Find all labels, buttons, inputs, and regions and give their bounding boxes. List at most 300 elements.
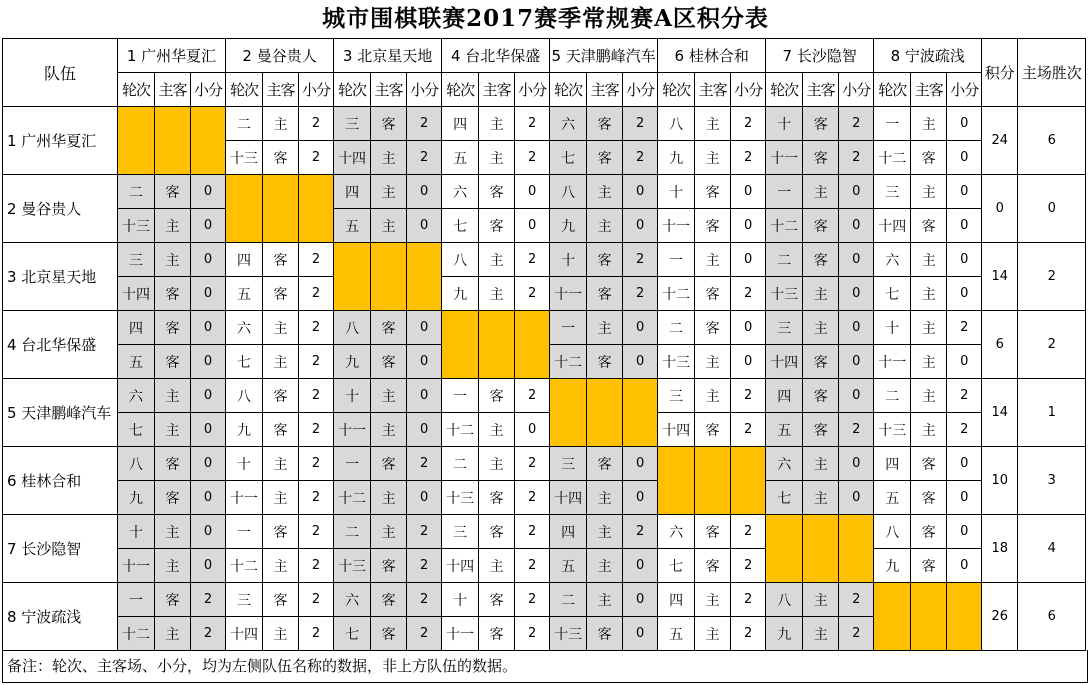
column-team-header: 2 曼谷贵人 — [226, 39, 334, 73]
points-column-header: 积分 — [982, 39, 1018, 107]
score-cell: 0 — [191, 243, 226, 277]
home-wins-value: 6 — [1018, 583, 1086, 651]
round-cell: 一 — [226, 515, 263, 549]
home-away-cell: 客 — [911, 209, 947, 243]
round-cell: 二 — [118, 175, 155, 209]
sub-column-header: 小分 — [407, 73, 442, 107]
home-away-cell: 客 — [263, 277, 299, 311]
round-cell: 三 — [334, 107, 371, 141]
sub-column-header: 轮次 — [226, 73, 263, 107]
home-away-cell: 主 — [263, 311, 299, 345]
home-away-cell: 主 — [263, 447, 299, 481]
sub-column-header: 小分 — [839, 73, 874, 107]
score-cell: 0 — [191, 209, 226, 243]
team-column-header: 队伍 — [3, 39, 118, 107]
home-away-cell: 客 — [587, 277, 623, 311]
home-away-cell: 主 — [911, 311, 947, 345]
sub-column-header: 小分 — [623, 73, 658, 107]
round-cell: 十三 — [334, 549, 371, 583]
score-cell: 0 — [947, 481, 982, 515]
home-away-cell: 客 — [263, 141, 299, 175]
score-cell: 0 — [407, 379, 442, 413]
self-match-cell — [226, 175, 263, 243]
row-team-name: 8 宁波疏浅 — [3, 583, 118, 651]
round-cell: 十 — [874, 311, 911, 345]
home-away-cell: 主 — [155, 413, 191, 447]
self-match-cell — [803, 515, 839, 583]
score-cell: 2 — [515, 481, 550, 515]
score-cell: 0 — [515, 175, 550, 209]
round-cell: 二 — [766, 243, 803, 277]
round-cell: 十一 — [118, 549, 155, 583]
home-away-cell: 客 — [155, 447, 191, 481]
home-away-cell: 主 — [695, 583, 731, 617]
round-cell: 十三 — [442, 481, 479, 515]
round-cell: 十四 — [874, 209, 911, 243]
sub-column-header: 主客 — [803, 73, 839, 107]
home-away-cell: 客 — [155, 277, 191, 311]
home-away-cell: 客 — [695, 209, 731, 243]
round-cell: 十 — [334, 379, 371, 413]
score-cell: 2 — [839, 413, 874, 447]
round-cell: 一 — [334, 447, 371, 481]
round-cell: 九 — [766, 617, 803, 651]
round-cell: 四 — [226, 243, 263, 277]
sub-column-header: 小分 — [731, 73, 766, 107]
score-cell: 0 — [731, 243, 766, 277]
score-cell: 0 — [947, 175, 982, 209]
round-cell: 十 — [766, 107, 803, 141]
home-wins-value: 6 — [1018, 107, 1086, 175]
score-cell: 0 — [191, 413, 226, 447]
table-row — [3, 413, 1086, 447]
score-cell: 2 — [515, 107, 550, 141]
round-cell: 十三 — [658, 345, 695, 379]
score-cell: 0 — [191, 175, 226, 209]
column-team-header: 6 桂林合和 — [658, 39, 766, 73]
self-match-cell — [695, 447, 731, 515]
round-cell: 十 — [658, 175, 695, 209]
round-cell: 十四 — [334, 141, 371, 175]
round-cell: 二 — [442, 447, 479, 481]
home-away-cell: 主 — [479, 243, 515, 277]
score-cell: 2 — [299, 583, 334, 617]
round-cell: 二 — [334, 515, 371, 549]
home-away-cell: 客 — [479, 583, 515, 617]
round-cell: 二 — [550, 583, 587, 617]
score-cell: 0 — [407, 311, 442, 345]
score-cell: 0 — [191, 447, 226, 481]
score-cell: 0 — [623, 175, 658, 209]
sub-column-header: 轮次 — [874, 73, 911, 107]
home-away-cell: 客 — [371, 549, 407, 583]
home-away-cell: 客 — [371, 107, 407, 141]
home-away-cell: 客 — [371, 447, 407, 481]
round-cell: 六 — [550, 107, 587, 141]
score-cell: 2 — [515, 447, 550, 481]
home-away-cell: 客 — [695, 175, 731, 209]
table-row — [3, 243, 1086, 277]
score-cell: 0 — [839, 277, 874, 311]
round-cell: 四 — [658, 583, 695, 617]
table-row — [3, 107, 1086, 141]
home-wins-value: 3 — [1018, 447, 1086, 515]
round-cell: 八 — [334, 311, 371, 345]
round-cell: 一 — [874, 107, 911, 141]
round-cell: 十一 — [334, 413, 371, 447]
round-cell: 八 — [874, 515, 911, 549]
home-away-cell: 主 — [263, 549, 299, 583]
sub-column-header: 轮次 — [118, 73, 155, 107]
home-away-cell: 主 — [155, 243, 191, 277]
sub-column-header: 主客 — [587, 73, 623, 107]
home-away-cell: 主 — [155, 549, 191, 583]
score-cell: 0 — [623, 209, 658, 243]
round-cell: 五 — [442, 141, 479, 175]
sub-column-header: 小分 — [299, 73, 334, 107]
sub-column-header: 小分 — [947, 73, 982, 107]
score-cell: 2 — [299, 413, 334, 447]
table-row — [3, 549, 1086, 583]
score-cell: 2 — [299, 107, 334, 141]
home-away-cell: 客 — [263, 515, 299, 549]
round-cell: 一 — [766, 175, 803, 209]
score-cell: 2 — [623, 515, 658, 549]
round-cell: 五 — [550, 549, 587, 583]
score-cell: 2 — [623, 243, 658, 277]
score-cell: 2 — [407, 447, 442, 481]
score-cell: 0 — [191, 277, 226, 311]
home-away-cell: 客 — [371, 311, 407, 345]
home-away-cell: 客 — [587, 243, 623, 277]
self-match-cell — [839, 515, 874, 583]
points-value: 14 — [982, 243, 1018, 311]
home-away-cell: 客 — [587, 447, 623, 481]
score-cell: 2 — [731, 583, 766, 617]
round-cell: 五 — [118, 345, 155, 379]
round-cell: 三 — [550, 447, 587, 481]
round-cell: 九 — [226, 413, 263, 447]
round-cell: 八 — [442, 243, 479, 277]
self-match-cell — [658, 447, 695, 515]
home-away-cell: 主 — [587, 583, 623, 617]
sub-column-header: 轮次 — [766, 73, 803, 107]
score-cell: 2 — [731, 515, 766, 549]
round-cell: 八 — [550, 175, 587, 209]
home-away-cell: 主 — [803, 447, 839, 481]
home-away-cell: 客 — [479, 379, 515, 413]
round-cell: 九 — [874, 549, 911, 583]
self-match-cell — [371, 243, 407, 311]
page-title: 城市围棋联赛2017赛季常规赛A区积分表 — [322, 5, 769, 32]
home-away-cell: 主 — [911, 345, 947, 379]
round-cell: 十三 — [226, 141, 263, 175]
score-cell: 2 — [407, 617, 442, 651]
row-team-name: 3 北京星天地 — [3, 243, 118, 311]
score-cell: 0 — [947, 345, 982, 379]
home-away-cell: 主 — [803, 583, 839, 617]
home-away-cell: 客 — [695, 515, 731, 549]
home-away-cell: 主 — [587, 209, 623, 243]
home-away-cell: 客 — [155, 311, 191, 345]
points-value: 24 — [982, 107, 1018, 175]
points-value: 6 — [982, 311, 1018, 379]
score-cell: 0 — [731, 311, 766, 345]
self-match-cell — [407, 243, 442, 311]
points-value: 18 — [982, 515, 1018, 583]
self-match-cell — [623, 379, 658, 447]
round-cell: 十四 — [118, 277, 155, 311]
home-away-cell: 主 — [803, 481, 839, 515]
score-cell: 2 — [839, 583, 874, 617]
round-cell: 七 — [766, 481, 803, 515]
home-away-cell: 主 — [371, 413, 407, 447]
home-away-cell: 客 — [479, 515, 515, 549]
round-cell: 九 — [550, 209, 587, 243]
round-cell: 五 — [226, 277, 263, 311]
score-cell: 2 — [407, 515, 442, 549]
round-cell: 十四 — [550, 481, 587, 515]
score-cell: 2 — [515, 243, 550, 277]
score-cell: 2 — [515, 277, 550, 311]
round-cell: 三 — [766, 311, 803, 345]
table-row — [3, 277, 1086, 311]
column-team-header: 3 北京星天地 — [334, 39, 442, 73]
round-cell: 十一 — [550, 277, 587, 311]
self-match-cell — [118, 107, 155, 175]
score-cell: 2 — [731, 141, 766, 175]
round-cell: 五 — [658, 617, 695, 651]
row-team-name: 6 桂林合和 — [3, 447, 118, 515]
home-away-cell: 主 — [479, 549, 515, 583]
sub-column-header: 小分 — [515, 73, 550, 107]
home-away-cell: 客 — [263, 583, 299, 617]
score-cell: 2 — [839, 617, 874, 651]
score-cell: 2 — [407, 141, 442, 175]
score-cell: 2 — [515, 549, 550, 583]
round-cell: 六 — [766, 447, 803, 481]
round-cell: 十二 — [442, 413, 479, 447]
round-cell: 七 — [334, 617, 371, 651]
score-cell: 0 — [515, 413, 550, 447]
round-cell: 六 — [658, 515, 695, 549]
score-cell: 0 — [947, 243, 982, 277]
score-cell: 2 — [299, 141, 334, 175]
home-away-cell: 主 — [911, 277, 947, 311]
home-away-cell: 客 — [587, 345, 623, 379]
sub-column-header: 小分 — [191, 73, 226, 107]
round-cell: 十二 — [226, 549, 263, 583]
round-cell: 十三 — [550, 617, 587, 651]
home-away-cell: 主 — [479, 141, 515, 175]
home-away-cell: 客 — [479, 617, 515, 651]
self-match-cell — [911, 583, 947, 651]
round-cell: 九 — [334, 345, 371, 379]
table-row — [3, 481, 1086, 515]
round-cell: 五 — [766, 413, 803, 447]
points-value: 0 — [982, 175, 1018, 243]
round-cell: 六 — [874, 243, 911, 277]
score-cell: 2 — [191, 617, 226, 651]
home-away-cell: 客 — [371, 345, 407, 379]
sub-column-header: 主客 — [371, 73, 407, 107]
home-away-cell: 主 — [803, 175, 839, 209]
score-cell: 2 — [947, 311, 982, 345]
home-away-cell: 客 — [695, 277, 731, 311]
round-cell: 十四 — [766, 345, 803, 379]
home-away-cell: 主 — [803, 617, 839, 651]
table-row — [3, 209, 1086, 243]
round-cell: 二 — [658, 311, 695, 345]
home-wins-column-header: 主场胜次 — [1018, 39, 1086, 107]
score-cell: 2 — [299, 345, 334, 379]
home-away-cell: 客 — [479, 481, 515, 515]
home-away-cell: 客 — [911, 549, 947, 583]
score-cell: 2 — [731, 617, 766, 651]
round-cell: 六 — [442, 175, 479, 209]
home-away-cell: 客 — [155, 345, 191, 379]
home-away-cell: 主 — [587, 515, 623, 549]
home-away-cell: 客 — [695, 549, 731, 583]
score-cell: 0 — [839, 209, 874, 243]
home-away-cell: 主 — [155, 617, 191, 651]
round-cell: 十三 — [766, 277, 803, 311]
home-away-cell: 主 — [911, 107, 947, 141]
column-team-header: 5 天津鹏峰汽车 — [550, 39, 658, 73]
round-cell: 三 — [118, 243, 155, 277]
score-cell: 2 — [407, 107, 442, 141]
self-match-cell — [766, 515, 803, 583]
home-away-cell: 主 — [695, 243, 731, 277]
row-team-name: 5 天津鹏峰汽车 — [3, 379, 118, 447]
round-cell: 十一 — [658, 209, 695, 243]
self-match-cell — [550, 379, 587, 447]
round-cell: 三 — [874, 175, 911, 209]
round-cell: 十二 — [658, 277, 695, 311]
round-cell: 十一 — [874, 345, 911, 379]
score-cell: 0 — [731, 345, 766, 379]
score-cell: 2 — [947, 413, 982, 447]
round-cell: 四 — [550, 515, 587, 549]
self-match-cell — [442, 311, 479, 379]
score-cell: 0 — [947, 209, 982, 243]
home-wins-value: 4 — [1018, 515, 1086, 583]
round-cell: 十一 — [766, 141, 803, 175]
home-away-cell: 客 — [479, 175, 515, 209]
home-away-cell: 客 — [155, 583, 191, 617]
home-away-cell: 客 — [911, 481, 947, 515]
home-away-cell: 主 — [263, 481, 299, 515]
round-cell: 一 — [550, 311, 587, 345]
sub-column-header: 轮次 — [442, 73, 479, 107]
home-wins-value: 1 — [1018, 379, 1086, 447]
home-away-cell: 客 — [587, 107, 623, 141]
score-cell: 0 — [407, 345, 442, 379]
home-away-cell: 主 — [911, 413, 947, 447]
round-cell: 二 — [226, 107, 263, 141]
score-cell: 0 — [407, 413, 442, 447]
score-cell: 2 — [299, 243, 334, 277]
score-cell: 0 — [191, 311, 226, 345]
round-cell: 五 — [874, 481, 911, 515]
table-row — [3, 583, 1086, 617]
score-cell: 0 — [947, 447, 982, 481]
home-away-cell: 主 — [155, 379, 191, 413]
score-cell: 2 — [299, 515, 334, 549]
score-cell: 0 — [191, 481, 226, 515]
home-away-cell: 客 — [803, 141, 839, 175]
score-cell: 2 — [623, 107, 658, 141]
home-away-cell: 客 — [803, 345, 839, 379]
points-value: 10 — [982, 447, 1018, 515]
round-cell: 四 — [874, 447, 911, 481]
score-cell: 0 — [839, 379, 874, 413]
round-cell: 八 — [658, 107, 695, 141]
home-away-cell: 客 — [263, 379, 299, 413]
round-cell: 十 — [442, 583, 479, 617]
sub-column-header: 主客 — [479, 73, 515, 107]
home-away-cell: 主 — [911, 379, 947, 413]
row-team-name: 4 台北华保盛 — [3, 311, 118, 379]
round-cell: 十二 — [766, 209, 803, 243]
score-cell: 2 — [623, 141, 658, 175]
home-away-cell: 主 — [695, 345, 731, 379]
round-cell: 六 — [334, 583, 371, 617]
round-cell: 一 — [442, 379, 479, 413]
score-cell: 2 — [407, 549, 442, 583]
home-away-cell: 客 — [695, 311, 731, 345]
column-team-header: 7 长沙隐智 — [766, 39, 874, 73]
round-cell: 十四 — [226, 617, 263, 651]
round-cell: 九 — [658, 141, 695, 175]
home-away-cell: 客 — [911, 141, 947, 175]
score-cell: 0 — [839, 243, 874, 277]
score-cell: 2 — [947, 379, 982, 413]
round-cell: 十 — [118, 515, 155, 549]
sub-column-header: 轮次 — [334, 73, 371, 107]
home-wins-value: 2 — [1018, 311, 1086, 379]
home-away-cell: 主 — [479, 277, 515, 311]
table-row — [3, 379, 1086, 413]
round-cell: 十四 — [658, 413, 695, 447]
home-away-cell: 主 — [695, 379, 731, 413]
column-team-header: 8 宁波疏浅 — [874, 39, 982, 73]
round-cell: 五 — [334, 209, 371, 243]
home-away-cell: 主 — [587, 175, 623, 209]
round-cell: 十一 — [226, 481, 263, 515]
home-away-cell: 主 — [371, 379, 407, 413]
score-cell: 2 — [299, 379, 334, 413]
score-cell: 2 — [515, 515, 550, 549]
score-cell: 2 — [515, 617, 550, 651]
score-cell: 0 — [947, 141, 982, 175]
round-cell: 八 — [766, 583, 803, 617]
round-cell: 一 — [118, 583, 155, 617]
sub-column-header: 主客 — [911, 73, 947, 107]
round-cell: 七 — [226, 345, 263, 379]
home-away-cell: 主 — [479, 447, 515, 481]
score-cell: 2 — [299, 311, 334, 345]
score-cell: 0 — [191, 549, 226, 583]
score-cell: 0 — [839, 175, 874, 209]
table-row — [3, 515, 1086, 549]
home-wins-value: 2 — [1018, 243, 1086, 311]
sub-column-header: 主客 — [263, 73, 299, 107]
standings-table — [2, 38, 1086, 651]
round-cell: 六 — [226, 311, 263, 345]
score-cell: 2 — [731, 107, 766, 141]
round-cell: 七 — [874, 277, 911, 311]
